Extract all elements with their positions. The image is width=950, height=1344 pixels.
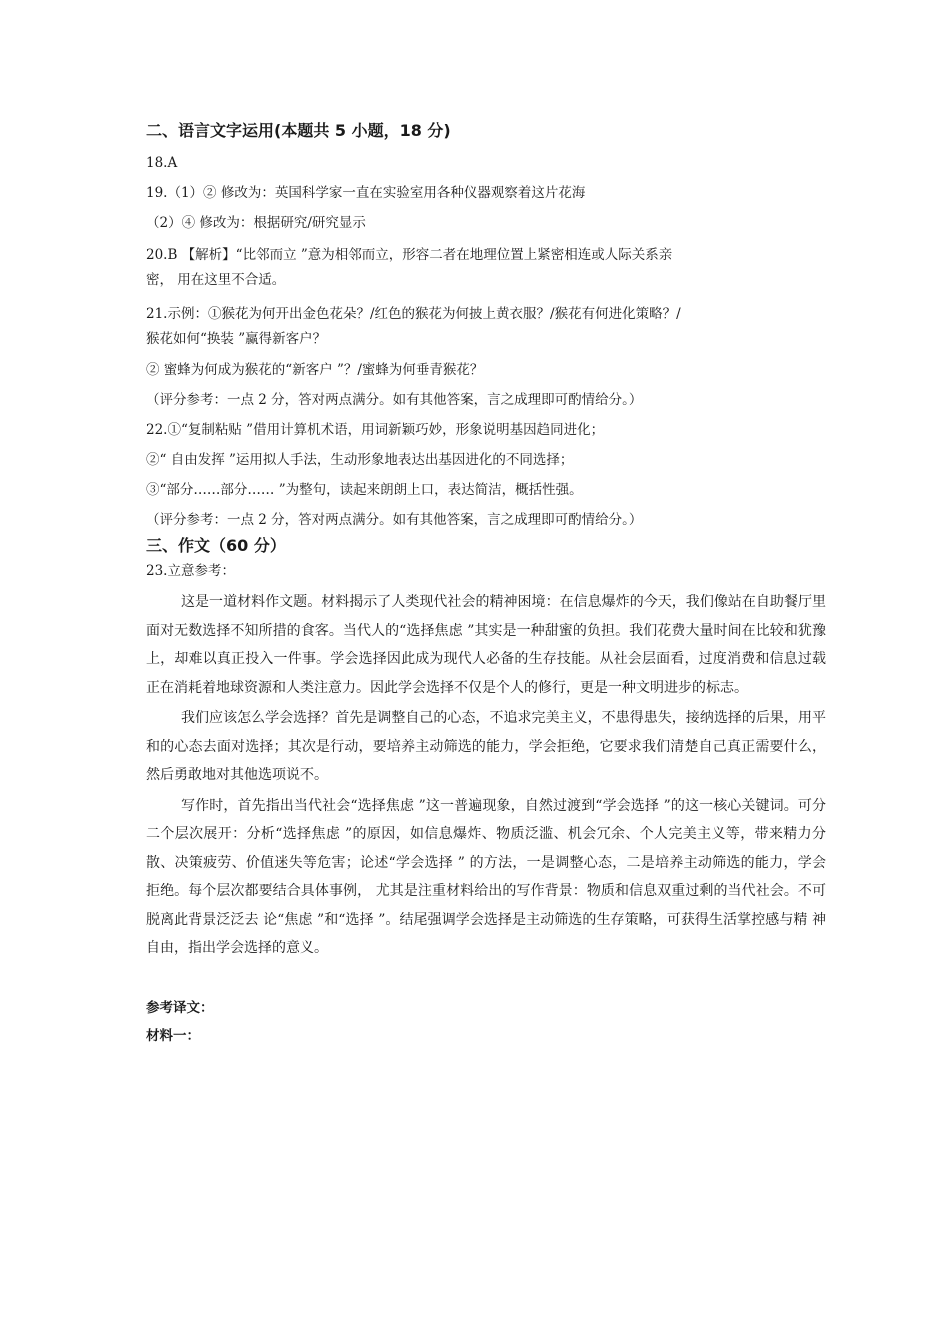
answer-21-score: （评分参考：一点 2 分，答对两点满分。如有其他答案，言之成理即可酌情给分。） — [146, 392, 643, 408]
answer-22-line1: 22.①“复制粘贴 ”借用计算机术语，用词新颖巧妙，形象说明基因趋同进化； — [146, 422, 605, 438]
essay-paragraph-2: 我们应该怎么学会选择？首先是调整自己的心态，不追求完美主义，不患得患失，接纳选择的后果，用平和的心态去面对选择；其次是行动，要培养主动筛选的能力，学会拒绝，它要求我们清楚自己真正需要什么，然后勇敢地对其他选项说不。 — [146, 710, 826, 783]
section-2-heading: 二、语言文字运用(本题共 5 小题，18 分) — [146, 121, 451, 140]
answer-21-line2: 猴花如何“换装 ”赢得新客户？ — [146, 331, 327, 347]
section-3-heading: 三、作文（60 分） — [146, 536, 286, 555]
answer-22-line2: ②“ 自由发挥 ”运用拟人手法，生动形象地表达出基因进化的不同选择； — [146, 452, 574, 468]
essay-paragraph-1: 这是一道材料作文题。材料揭示了人类现代社会的精神困境：在信息爆炸的今天，我们像站在自助餐厅里面对无数选择不知所措的食客。当代人的“选择焦虑 ”其实是一种甜蜜的负担。我们花费大量时间在比较和犹豫上，却难以真正投入一件事。学会选择因此成为现代人必备的生存技能。从社会层面看，过度消费和信息过载正在消耗着地球资源和人类注意力。因此学会选择不仅是个人的修行，更是一种文明进步的标志。 — [146, 594, 826, 696]
answer-20-line1: 20.B 【解析】“比邻而立 ”意为相邻而立，形容二者在地理位置上紧密相连或人际关系亲 — [146, 247, 673, 263]
material-1-label: 材料一： — [146, 1027, 200, 1044]
answer-22-score: （评分参考：一点 2 分，答对两点满分。如有其他答案，言之成理即可酌情给分。） — [146, 512, 643, 528]
reference-translation-label: 参考译文： — [146, 999, 214, 1016]
answer-23-label: 23.立意参考： — [146, 563, 235, 579]
answer-21-line3: ② 蜜蜂为何成为猴花的“新客户 ”？/蜜蜂为何垂青猴花？ — [146, 362, 484, 378]
answer-19-part1: 19.（1）② 修改为：英国科学家一直在实验室用各种仪器观察着这片花海 — [146, 185, 586, 201]
answer-18: 18.A — [146, 155, 178, 171]
answer-key-page — [146, 118, 826, 1047]
answer-21-line1: 21.示例：①猴花为何开出金色花朵？/红色的猴花为何披上黄衣服？/猴花有何进化策略？/ — [146, 306, 681, 322]
answer-19-part2: （2）④ 修改为：根据研究/研究显示 — [146, 215, 366, 231]
answer-20-line2: 密， 用在这里不合适。 — [146, 272, 286, 288]
essay-paragraph-3: 写作时，首先指出当代社会“选择焦虑 ”这一普遍现象，自然过渡到“学会选择 ”的这一核心关键词。可分二个层次展开：分析“选择焦虑 ”的原因，如信息爆炸、物质泛滥、机会冗余、个人完美主义等，带来精力分散、决策疲劳、价值迷失等危害；论述“学会选择 ” 的方法，一是调整心态，二是培养主动筛选的能力，学会拒绝。每个层次都要结合具体事例， 尤其是注重材料给出的写作背景：物质和信息双重过剩的当代社会。不可脱离此背景泛泛去 论“焦虑 ”和“选择 ”。结尾强调学会选择是主动筛选的生存策略，可获得生活掌控感与精 神自由，指出学会选择的意义。 — [146, 797, 826, 956]
answer-22-line3: ③“部分……部分…… ”为整句，读起来朗朗上口，表达简洁，概括性强。 — [146, 482, 583, 498]
